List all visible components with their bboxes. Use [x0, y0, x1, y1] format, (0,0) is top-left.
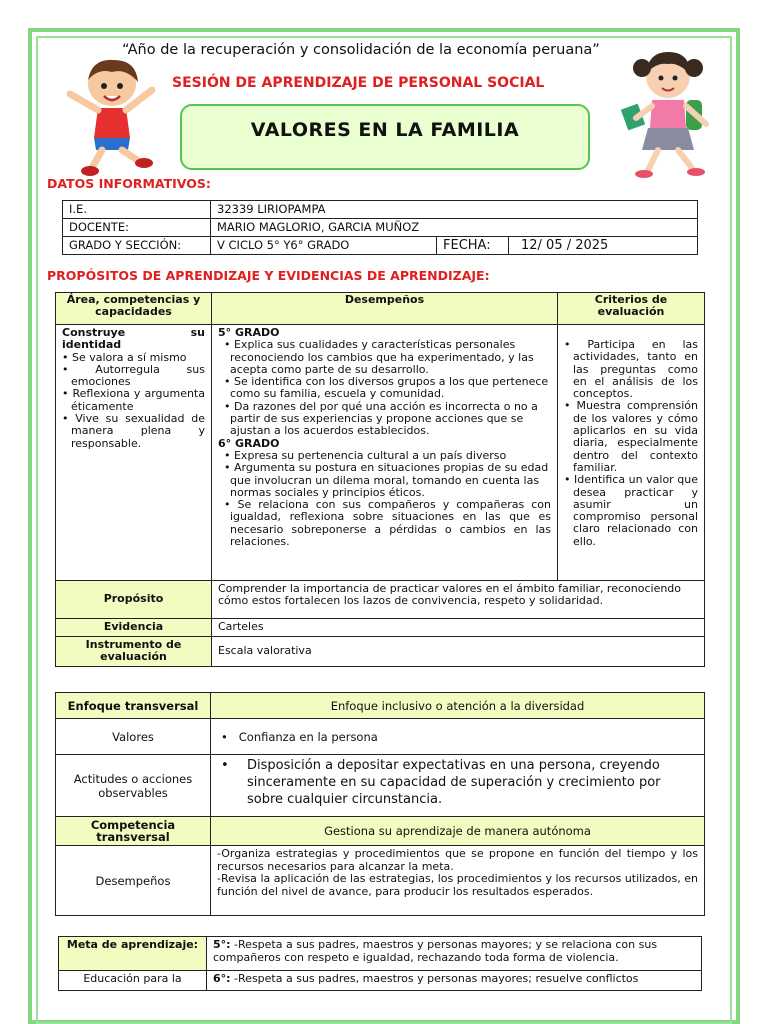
- meta-grado6-prefix: 6°:: [213, 972, 231, 985]
- list-item: • Se relaciona con sus compañeros y compañeras con igualdad, reflexiona sobre situaciones en las que es necesario sobreponerse a pérdidas o cambios en las relaciones.: [224, 498, 551, 549]
- enfoque-label: Enfoque transversal: [56, 693, 211, 719]
- valores-cell: [211, 719, 705, 755]
- grado5-title: 5° GRADO: [218, 326, 280, 339]
- proposito-label: Propósito: [56, 581, 212, 619]
- competencia-transversal-label: Competencia transversal: [56, 817, 211, 846]
- list-item: • Autorregula sus emociones: [62, 364, 205, 389]
- table-row: [63, 219, 698, 237]
- actitudes-cell: [211, 755, 705, 817]
- docente-label: DOCENTE:: [63, 219, 211, 237]
- grado5-list: [218, 339, 551, 437]
- area-cell: [56, 325, 212, 581]
- col-area-header: Área, competencias y capacidades: [56, 293, 212, 325]
- criterios-cell: [558, 325, 705, 581]
- ie-label: I.E.: [63, 201, 211, 219]
- capacidades-list: [62, 352, 205, 450]
- desempenos-cell: [212, 325, 558, 581]
- list-item: • Reflexiona y argumenta éticamente: [62, 388, 205, 413]
- grado6-title: 6° GRADO: [218, 436, 280, 450]
- docente-value: MARIO MAGLORIO, GARCIA MUÑOZ: [211, 219, 698, 237]
- meta-grado6-text: -Respeta a sus padres, maestros y personas mayores; resuelve conflictos: [230, 972, 639, 985]
- instrumento-label: Instrumento de evaluación: [56, 637, 212, 667]
- col-criterios-header: Criterios de evaluación: [558, 293, 705, 325]
- actitudes-label: Actitudes o acciones observables: [56, 755, 211, 817]
- ie-value: 32339 LIRIOPAMPA: [211, 201, 698, 219]
- actitudes-value: Disposición a depositar expectativas en una persona, creyendo sinceramente en su capacidad de superación y crecimiento por sobre cualquier circunstancia.: [247, 758, 661, 807]
- table-row: [63, 237, 698, 255]
- competencia-name: Construye su identidad: [62, 326, 205, 352]
- col-desempenos-header: Desempeños: [212, 293, 558, 325]
- desempenos-transversal-label: Desempeños: [56, 846, 211, 916]
- fecha-label: FECHA:: [437, 237, 509, 255]
- educacion-label: Educación para la: [59, 971, 207, 991]
- grado-label: GRADO Y SECCIÓN:: [63, 237, 211, 255]
- propositos-heading: PROPÓSITOS DE APRENDIZAJE Y EVIDENCIAS DE APRENDIZAJE:: [47, 268, 490, 283]
- table-row: [56, 637, 705, 667]
- list-item: • Se identifica con los diversos grupos a los que pertenece como su familia, escuela y comunidad.: [224, 375, 549, 401]
- actitudes-item: [221, 757, 698, 808]
- bullet-icon: •: [221, 729, 239, 744]
- table-row: [56, 719, 705, 755]
- table-row: [56, 581, 705, 619]
- table-row: [56, 325, 705, 581]
- session-title: SESIÓN DE APRENDIZAJE DE PERSONAL SOCIAL: [172, 75, 545, 91]
- valores-label: Valores: [56, 719, 211, 755]
- bullet-icon: •: [221, 758, 229, 773]
- table-row: [59, 937, 702, 971]
- list-item: • Identifica un valor que desea practicar y asumir un compromiso personal claro relacionado con ello.: [564, 474, 698, 548]
- meta-grado6-cell: [207, 971, 702, 991]
- enfoque-value: Enfoque inclusivo o atención a la diversidad: [211, 693, 705, 719]
- propositos-table: [55, 292, 705, 667]
- list-item: • Explica sus cualidades y características personales reconociendo los cambios que ha experimentado, y las acepta como parte de su desarrollo.: [224, 338, 534, 376]
- instrumento-value: Escala valorativa: [212, 637, 705, 667]
- desempeno-line: -Organiza estrategias y procedimientos que se propone en función del tiempo y los recursos necesarios para alcanzar la meta.: [217, 847, 698, 873]
- list-item: • Participa en las actividades, tanto en las preguntas como en el análisis de los conceptos.: [564, 339, 698, 400]
- table-row: [56, 846, 705, 916]
- criterios-list: [564, 339, 698, 548]
- meta-grado5-text: -Respeta a sus padres, maestros y personas mayores; y se relaciona con sus compañeros con respeto e igualdad, rechazando toda forma de violencia.: [213, 938, 658, 964]
- desempenos-transversal-cell: [211, 846, 705, 916]
- datos-heading: DATOS INFORMATIVOS:: [47, 176, 211, 191]
- grado-value: V CICLO 5° Y6° GRADO: [211, 237, 437, 255]
- list-item: • Muestra comprensión de los valores y cómo aplicarlos en su vida diaria, especialmente dentro del contexto familiar.: [564, 400, 698, 474]
- grado6-list: [218, 450, 551, 548]
- valores-value: Confianza en la persona: [238, 729, 378, 744]
- table-header-row: [56, 293, 705, 325]
- table-row: [56, 817, 705, 846]
- list-item: • Da razones del por qué una acción es incorrecta o no a partir de sus experiencias y propone acciones que se ajustan a los acuerdos establecidos.: [224, 399, 538, 438]
- table-row: [63, 201, 698, 219]
- table-row: [56, 693, 705, 719]
- proposito-value: Comprender la importancia de practicar valores en el ámbito familiar, reconociendo cómo estos fortalecen los lazos de convivencia, respeto y solidaridad.: [212, 581, 705, 619]
- list-item: • Expresa su pertenencia cultural a un país diverso: [224, 448, 507, 462]
- table-row: [59, 971, 702, 991]
- meta-grado5-prefix: 5°:: [213, 938, 231, 951]
- table-row: [56, 619, 705, 637]
- competencia-transversal-value: Gestiona su aprendizaje de manera autónoma: [211, 817, 705, 846]
- enfoque-table: [55, 692, 705, 916]
- meta-table: [58, 936, 702, 991]
- meta-grado5-cell: [207, 937, 702, 971]
- datos-table: [62, 200, 698, 255]
- evidencia-value: Carteles: [212, 619, 705, 637]
- girl-illustration: [612, 46, 722, 186]
- national-motto: “Año de la recuperación y consolidación de la economía peruana”: [122, 42, 600, 58]
- list-item: • Vive su sexualidad de manera plena y responsable.: [62, 413, 205, 450]
- main-title: VALORES EN LA FAMILIA: [180, 104, 590, 170]
- fecha-value: 12/ 05 / 2025: [509, 237, 698, 255]
- table-row: [56, 755, 705, 817]
- list-item: • Se valora a sí mismo: [62, 352, 205, 364]
- list-item: • Argumenta su postura en situaciones propias de su edad que involucran un dilema moral, tomando en cuenta las normas sociales y principios éticos.: [224, 461, 549, 499]
- desempeno-line: -Revisa la aplicación de las estrategias, los procedimientos y los recursos utilizados, en función del nivel de avance, para producir los resultados esperados.: [217, 872, 698, 898]
- meta-label: Meta de aprendizaje:: [59, 937, 207, 971]
- evidencia-label: Evidencia: [56, 619, 212, 637]
- boy-illustration: [62, 50, 162, 180]
